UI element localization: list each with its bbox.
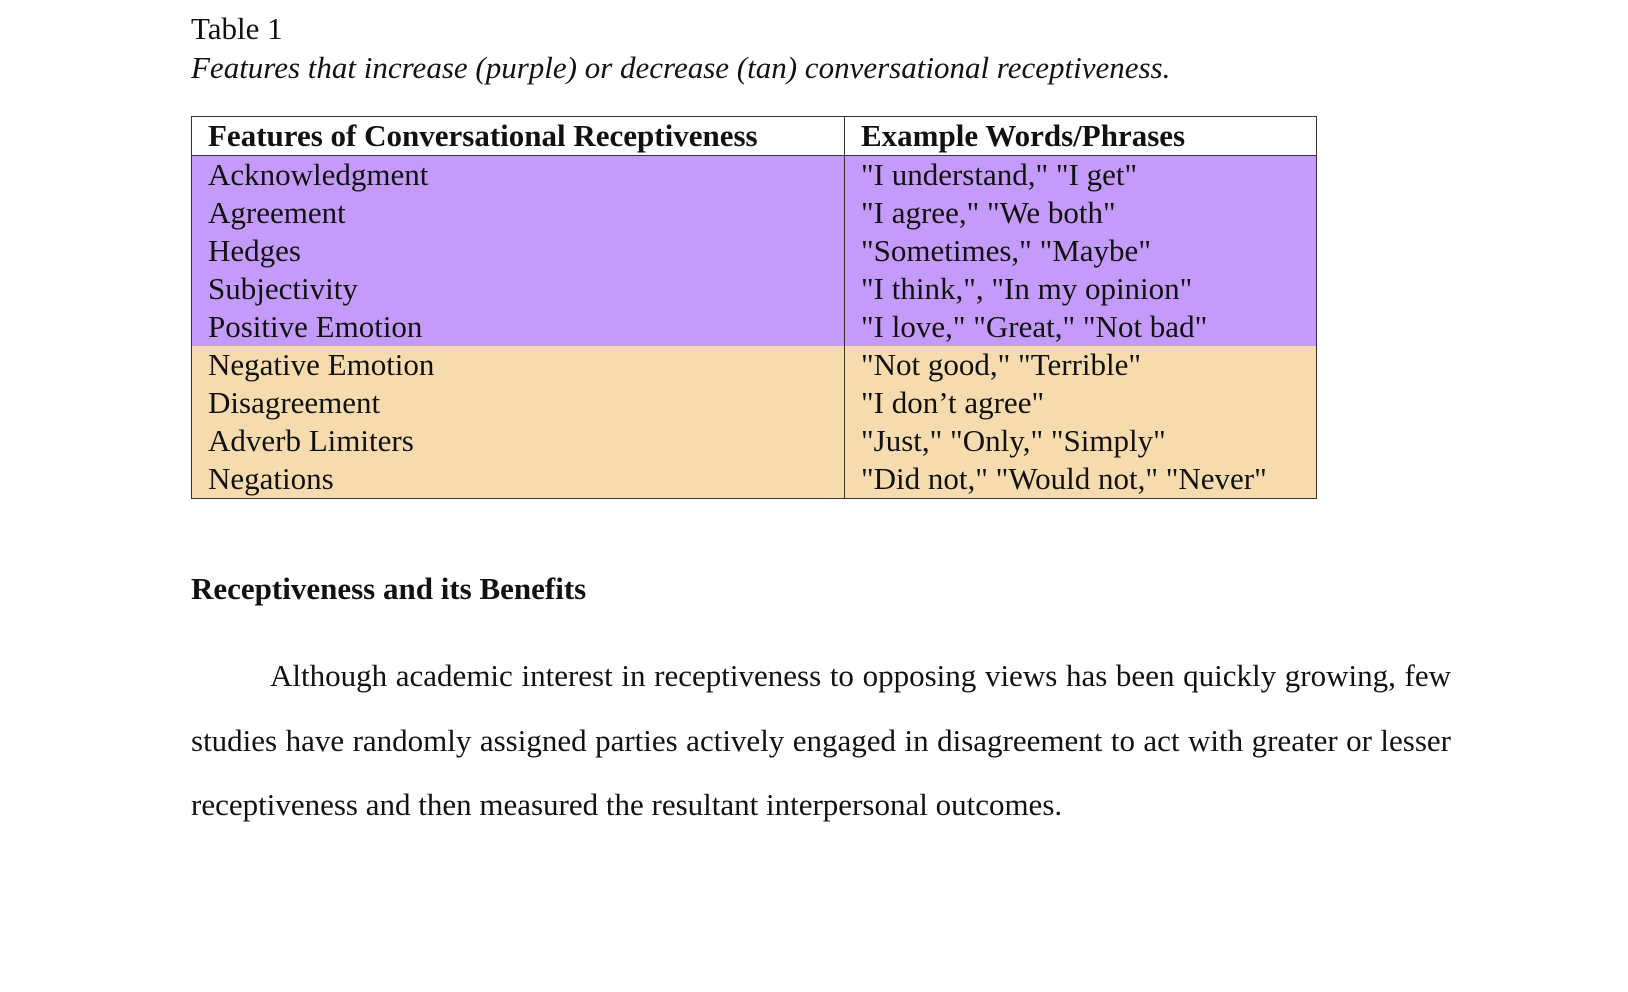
example-cell: "Not good," "Terrible" [845, 346, 1317, 384]
example-cell: "I understand," "I get" [845, 156, 1317, 195]
example-cell: "Did not," "Would not," "Never" [845, 460, 1317, 499]
table-caption: Features that increase (purple) or decrease (tan) conversational receptiveness. [191, 50, 1171, 85]
body-paragraph: Although academic interest in receptiveness to opposing views has been quickly growing, few studies have randomly assigned parties actively engaged in disagreement to act with greater or lesser receptiveness and then measured the resultant interpersonal outcomes. [191, 658, 1451, 822]
table-body [192, 156, 1317, 499]
feature-cell: Disagreement [192, 384, 845, 422]
example-cell: "Sometimes," "Maybe" [845, 232, 1317, 270]
features-table [191, 116, 1317, 499]
feature-cell: Positive Emotion [192, 308, 845, 346]
feature-cell: Acknowledgment [192, 156, 845, 195]
header-features: Features of Conversational Receptiveness [192, 117, 845, 156]
feature-cell: Hedges [192, 232, 845, 270]
table-header-row [192, 117, 1317, 156]
table-row-increase [192, 270, 1317, 308]
example-cell: "I love," "Great," "Not bad" [845, 308, 1317, 346]
feature-cell: Subjectivity [192, 270, 845, 308]
example-cell: "I think,", "In my opinion" [845, 270, 1317, 308]
table-row-decrease [192, 422, 1317, 460]
table-row-increase [192, 156, 1317, 195]
feature-cell: Negative Emotion [192, 346, 845, 384]
feature-cell: Adverb Limiters [192, 422, 845, 460]
example-cell: "I don’t agree" [845, 384, 1317, 422]
example-cell: "I agree," "We both" [845, 194, 1317, 232]
table-row-decrease [192, 384, 1317, 422]
feature-cell: Agreement [192, 194, 845, 232]
table-row-increase [192, 308, 1317, 346]
header-examples: Example Words/Phrases [845, 117, 1317, 156]
section-heading: Receptiveness and its Benefits [191, 571, 587, 606]
table-row-increase [192, 194, 1317, 232]
table-row-decrease [192, 346, 1317, 384]
table-row-increase [192, 232, 1317, 270]
feature-cell: Negations [192, 460, 845, 499]
example-cell: "Just," "Only," "Simply" [845, 422, 1317, 460]
table-label: Table 1 [191, 11, 283, 46]
table-row-decrease [192, 460, 1317, 499]
